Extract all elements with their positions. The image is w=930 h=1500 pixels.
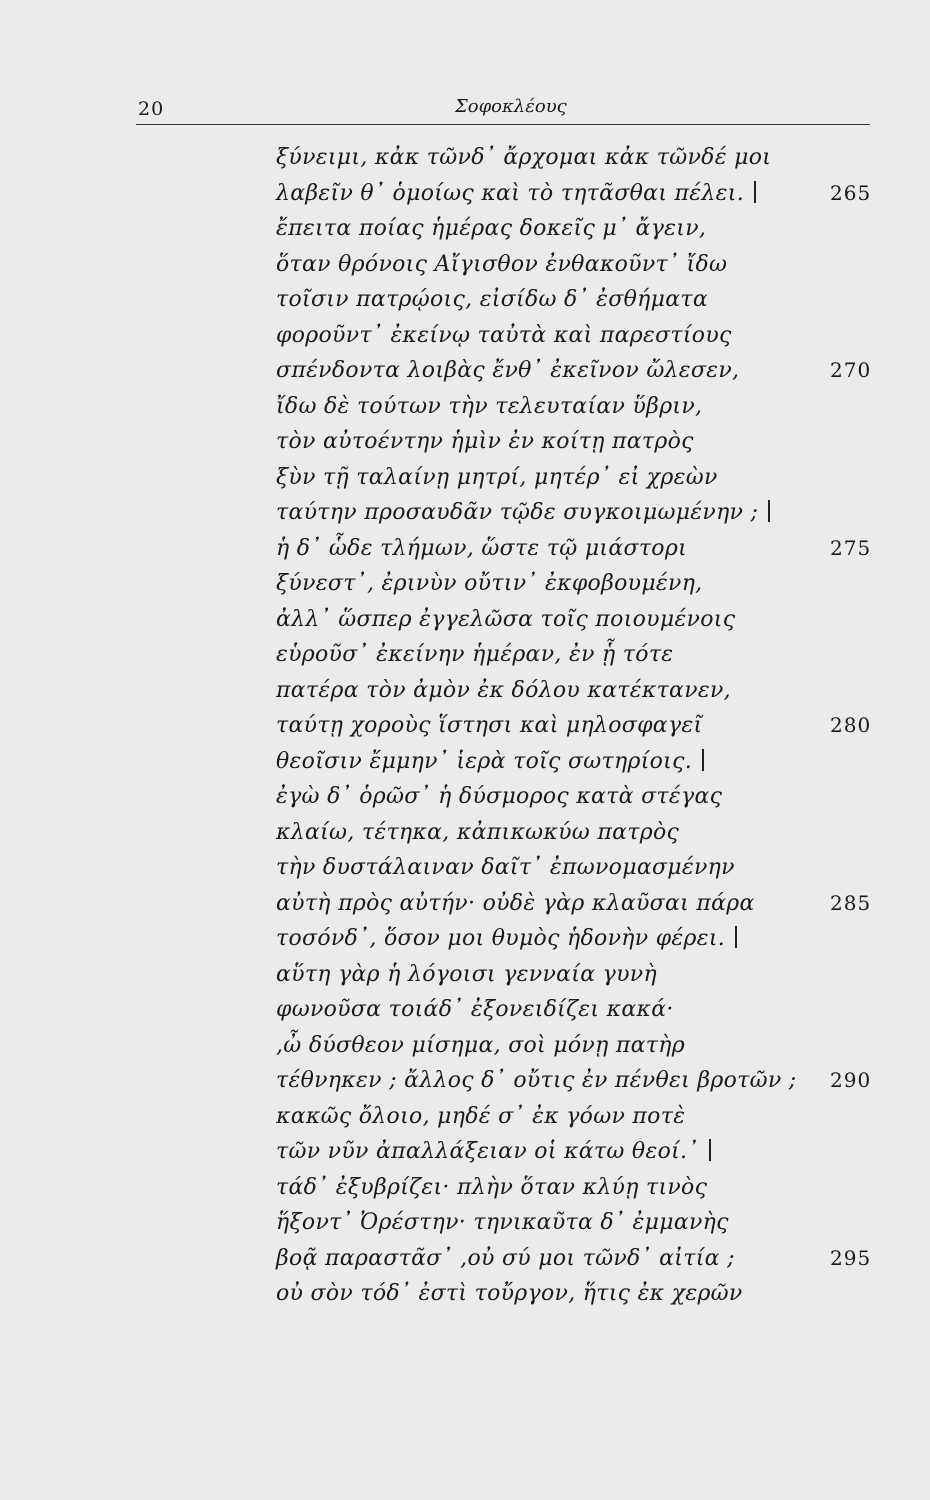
verse-line-text: ταύτῃ χοροὺς ἵστησι καὶ μηλοσφαγεῖ [276,713,703,738]
verse-text [276,353,739,389]
verse-text [276,247,727,283]
verse-line-text: τάδ᾽ ἐξυβρίζει· πλὴν ὅταν κλύῃ τινὸς [276,1174,708,1200]
verse-text [276,602,735,638]
line-number: 290 [830,1068,872,1092]
verse-text [276,1205,729,1241]
verse-text [276,1170,707,1206]
stanza-divider-mark [768,500,770,522]
verse-text [276,1134,711,1170]
verse-line-text: ταύτην προσαυδᾶν τῷδε συγκοιμωμένην ; [276,500,759,525]
verse-line [0,318,930,354]
verse-line [0,815,930,851]
verse-line [0,211,930,247]
verse-line-text: φοροῦντ᾽ ἐκείνῳ ταὐτὰ καὶ παρεστίους [276,322,732,348]
verse-block [0,140,930,1312]
verse-text [276,389,702,425]
page-number: 20 [138,98,165,120]
verse-text [276,282,708,318]
verse-line [0,495,930,531]
verse-line-text: ἴδω δὲ τούτων τὴν τελευταίαν ὕβριν, [276,393,703,419]
verse-text [276,744,704,780]
verse-line [0,1276,930,1312]
verse-line [0,176,930,212]
running-head: Σοφοκλέους [455,96,567,117]
stanza-divider-mark [754,181,756,203]
verse-text [276,992,674,1028]
verse-text [276,460,718,496]
verse-line [0,531,930,567]
verse-line-text: αὐτὴ πρὸς αὐτήν· οὐδὲ γὰρ κλαῦσαι πάρα [276,890,755,916]
verse-text [276,708,702,744]
stanza-divider-mark [735,926,737,948]
verse-line [0,1028,930,1064]
verse-text [276,637,673,673]
verse-line-text: θεοῖσιν ἔμμην᾽ ἱερὰ τοῖς σωτηρίοις. [276,748,693,774]
verse-line-text: βοᾷ παραστᾶσ᾽ ,οὐ σύ μοι τῶνδ᾽ αἰτία ; [276,1245,735,1271]
verse-line [0,637,930,673]
verse-line-text: ,ὦ δύσθεον μίσημα, σοὶ μόνῃ πατὴρ [276,1032,685,1058]
verse-line-text: ἀλλ᾽ ὥσπερ ἐγγελῶσα τοῖς ποιουμένοις [276,606,736,632]
verse-line [0,566,930,602]
verse-line [0,992,930,1028]
verse-text [276,921,737,957]
verse-text [276,531,687,567]
line-number: 285 [830,890,872,915]
verse-line [0,708,930,744]
verse-line [0,1134,930,1170]
verse-line [0,850,930,886]
verse-text [276,1028,685,1064]
verse-line [0,424,930,460]
header-rule [136,124,870,125]
verse-line-text: κλαίω, τέτηκα, κἀπικωκύω πατρὸς [276,819,680,845]
verse-line-text: ὅταν θρόνοις Αἴγισθον ἐνθακοῦντ᾽ ἴδω [276,251,728,277]
verse-line [0,957,930,993]
verse-line-text: τῶν νῦν ἀπαλλάξειαν οἱ κάτω θεοί.᾽ [276,1139,699,1164]
verse-line-text: οὐ σὸν τόδ᾽ ἐστὶ τοὔργον, ἥτις ἐκ χερῶν [276,1281,743,1306]
line-number: 280 [830,713,872,737]
verse-text [276,566,702,602]
verse-text [276,211,706,247]
verse-line-text: ἐγὼ δ᾽ ὁρῶσ᾽ ἡ δύσμορος κατὰ στέγας [276,784,723,809]
verse-text [276,850,735,886]
verse-text [276,318,732,354]
verse-text [276,424,694,460]
verse-line [0,602,930,638]
verse-line [0,1241,930,1277]
verse-line [0,673,930,709]
verse-line [0,779,930,815]
verse-text [276,957,657,993]
verse-line [0,1063,930,1099]
verse-line-text: τοῖσιν πατρῴοις, εἰσίδω δ᾽ ἐσθήματα [276,287,709,312]
verse-line-text: τὸν αὐτοέντην ἡμὶν ἐν κοίτῃ πατρὸς [276,429,694,454]
verse-line-text: λαβεῖν θ᾽ ὁμοίως καὶ τὸ τητᾶσθαι πέλει. [276,180,744,206]
verse-line-text: σπένδοντα λοιβὰς ἔνθ᾽ ἐκεῖνον ὤλεσεν, [276,358,740,383]
verse-line-text: πατέρα τὸν ἀμὸν ἐκ δόλου κατέκτανεν, [276,677,731,703]
verse-line [0,389,930,425]
verse-line-text: τὴν δυστάλαιναν δαῖτ᾽ ἐπωνομασμένην [276,855,735,880]
line-number: 295 [830,1245,872,1270]
verse-text [276,140,771,176]
line-number: 275 [830,535,872,560]
verse-line [0,1170,930,1206]
verse-line-text: ἔπειτα ποίας ἡμέρας δοκεῖς μ᾽ ἄγειν, [276,216,707,241]
verse-line-text: τοσόνδ᾽, ὅσον μοι θυμὸς ἡδονὴν φέρει. [276,926,726,951]
verse-line [0,460,930,496]
line-number: 265 [830,180,872,205]
verse-line-text: ξύνειμι, κἀκ τῶνδ᾽ ἄρχομαι κἀκ τῶνδέ μοι [276,145,772,170]
verse-line-text: αὕτη γὰρ ἡ λόγοισι γενναία γυνὴ [276,961,657,987]
verse-line [0,247,930,283]
verse-line-text: ξύνεστ᾽, ἐρινὺν οὔτιν᾽ ἐκφοβουμένη, [276,571,703,596]
verse-line-text: εὑροῦσ᾽ ἐκείνην ἡμέραν, ἐν ᾗ τότε [276,642,674,667]
verse-line [0,1099,930,1135]
verse-text [276,1063,797,1099]
verse-text [276,815,679,851]
verse-line [0,886,930,922]
verse-text [276,779,722,815]
verse-text [276,673,731,709]
verse-line [0,353,930,389]
verse-line [0,1205,930,1241]
verse-line-text: ἥξοντ᾽ Ὀρέστην· τηνικαῦτα δ᾽ ἐμμανὴς [276,1210,729,1235]
verse-text [276,886,755,922]
verse-line-text: τέθνηκεν ; ἄλλος δ᾽ οὔτις ἐν πένθει βροτῶν ; [276,1068,797,1093]
verse-line-text: φωνοῦσα τοιάδ᾽ ἐξονειδίζει κακά· [276,997,674,1022]
verse-line [0,921,930,957]
verse-text [276,1276,743,1312]
verse-line [0,744,930,780]
stanza-divider-mark [709,1139,711,1161]
verse-line-text: ξὺν τῇ ταλαίνῃ μητρί, μητέρ᾽ εἰ χρεὼν [276,464,718,490]
verse-line [0,282,930,318]
verse-text [276,1099,685,1135]
line-number: 270 [830,358,872,382]
verse-line [0,140,930,176]
verse-text [276,495,770,531]
verse-text [276,1241,735,1277]
verse-line-text: κακῶς ὄλοιο, μηδέ σ᾽ ἐκ γόων ποτὲ [276,1103,686,1129]
verse-text [276,176,756,212]
verse-line-text: ἡ δ᾽ ὧδε τλήμων, ὥστε τῷ μιάστορι [276,535,687,561]
stanza-divider-mark [702,749,704,771]
